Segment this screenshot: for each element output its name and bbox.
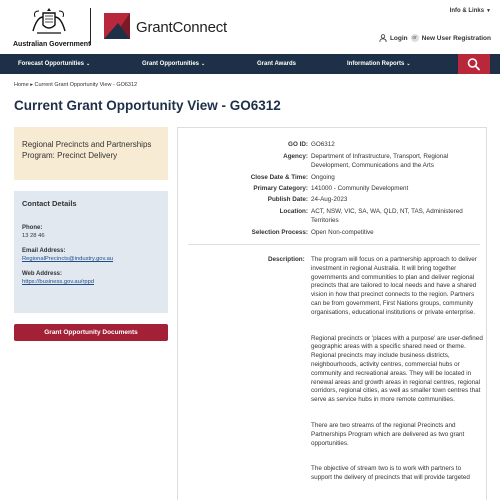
chevron-down-icon: ▼ [486,8,491,14]
section-divider [188,244,480,245]
breadcrumb-current: Current Grant Opportunity View - GO6312 [34,82,138,88]
breadcrumb [14,82,137,88]
info-links-menu[interactable] [450,8,491,14]
info-links-label: Info & Links [449,8,485,14]
go-id-value: GO6312 [311,141,335,148]
search-icon [458,54,490,74]
selection-value: Open Non-competitive [311,229,374,236]
nav-grant-awards[interactable] [257,54,296,74]
chevron-down-icon: ⌄ [406,61,411,67]
opportunity-details [177,127,487,500]
selection-label: Selection Process: [251,229,308,236]
email-link[interactable]: RegionalPrecincts@industry.gov.au [22,256,114,262]
grant-title: Regional Precincts and Partnerships Program: Precinct Delivery [22,140,152,160]
category-label: Primary Category: [253,185,308,192]
phone-label: Phone: [22,225,43,231]
close-date-label: Close Date & Time: [250,174,308,181]
coat-of-arms-icon [29,7,69,37]
location-label: Location: [279,208,308,215]
site-header [0,0,500,54]
contact-title: Contact Details [22,199,77,208]
location-value: ACT, NSW, VIC, SA, WA, QLD, NT, TAS, Administered Territories [311,208,463,224]
australian-government-logo[interactable] [13,7,91,48]
agency-value: Department of Infrastructure, Transport, Regional Development, Communications and the Arts [311,153,449,169]
description-text [311,256,483,500]
or-separator: or [412,35,417,41]
brand-name: GrantConnect [136,19,227,36]
grant-documents-button[interactable]: Grant Opportunity Documents [14,324,168,341]
header-divider [90,8,91,45]
web-label: Web Address: [22,271,63,277]
main-nav [0,54,500,74]
description-paragraph: The objective of stream two is to work with partners to support the delivery of precincts that will provide targeted [311,465,470,482]
register-link[interactable]: New User Registration [421,34,491,42]
government-name: Australian Government [13,41,91,48]
close-date-value: Ongoing [311,174,335,181]
agency-label: Agency: [283,153,308,160]
description-paragraph: The program will focus on a partnership approach to deliver investment in regional Australia. It will bring together governments and communities to plan and deliver regional precincts that are tailored to local needs and have a shared vision in how that precinct connects to the region. Partners can be from government, First Nations groups, community organisations, educational institutions or private enterprise. [311,256,477,316]
web-link[interactable]: https://business.gov.au/rppd [22,279,95,285]
chevron-down-icon: ⌄ [86,61,91,67]
nav-item-label: Information Reports [347,61,405,67]
description-label: Description: [268,256,305,263]
nav-information-reports[interactable] [347,54,411,74]
publish-date-label: Publish Date: [267,196,308,203]
page-title: Current Grant Opportunity View - GO6312 [14,98,281,113]
auth-links [379,34,491,42]
nav-item-label: Grant Awards [257,61,297,67]
breadcrumb-home[interactable]: Home [14,82,29,88]
grant-title-box [14,127,168,180]
nav-item-label: Grant Opportunities [142,61,199,67]
breadcrumb-separator-icon: ▸ [28,82,35,88]
contact-details-box [14,191,168,313]
email-label: Email Address: [22,248,66,254]
go-id-label: GO ID: [288,141,308,148]
user-icon [379,34,387,42]
publish-date-value: 24-Aug-2023 [311,196,348,203]
nav-item-label: Forecast Opportunities [18,61,85,67]
category-value: 141000 - Community Development [311,185,409,192]
nav-forecast-opportunities[interactable] [18,54,90,74]
description-paragraph: Regional precincts or 'places with a purpose' are user-defined geographic areas with a specific shared need or theme. Regional precincts may include business districts, neighbourhoods, activity centres, commercial hubs or community and recreational areas. They will be located in renewal areas and growth areas in regional centres, regional corridors, regional cities, as well as smaller town centres that serve as service hubs in more remote communities. [311,334,483,404]
search-button[interactable] [458,54,490,74]
grantconnect-logo-icon[interactable] [104,13,130,39]
description-paragraph: There are two streams of the regional Precincts and Partnerships Program which are delivered as two grant opportunities. [311,421,465,447]
chevron-down-icon: ⌄ [201,61,206,67]
phone-value: 13 28 46 [22,233,45,239]
nav-grant-opportunities[interactable] [142,54,205,74]
login-link[interactable]: Login [389,34,408,42]
